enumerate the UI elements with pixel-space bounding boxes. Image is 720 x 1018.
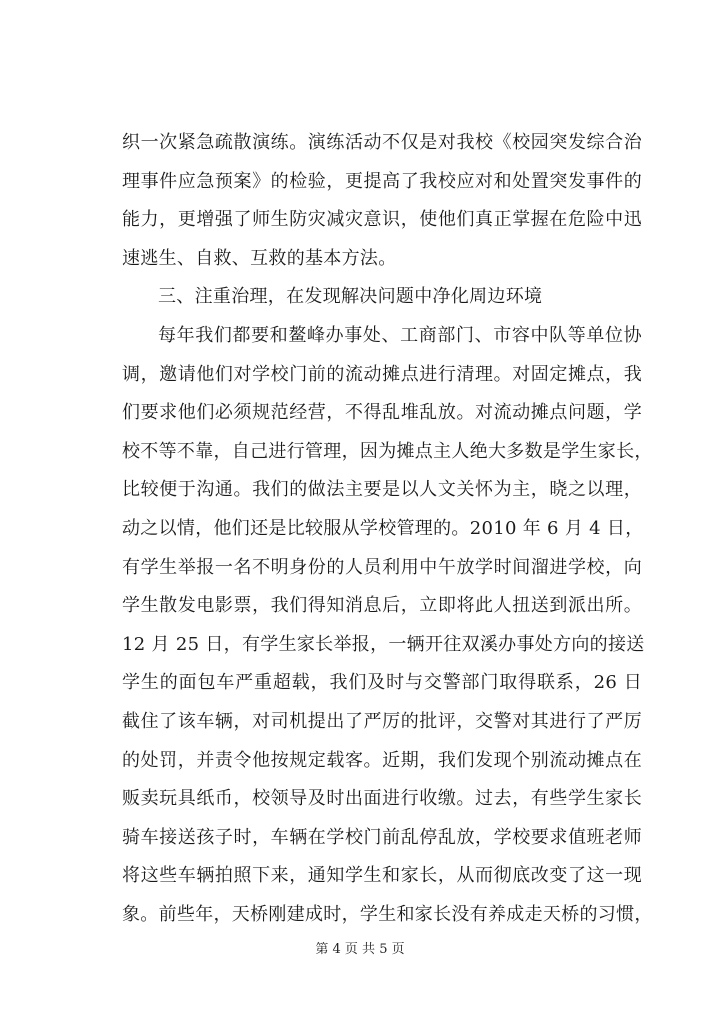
text-line: 有学生举报一名不明身份的人员利用中午放学时间溜进学校，向	[122, 556, 642, 578]
text-line: 截住了该车辆，对司机提出了严厉的批评，交警对其进行了严厉	[122, 710, 642, 732]
body-text	[122, 124, 653, 934]
text-line: 12 月 25 日，有学生家长举报，一辆开往双溪办事处方向的接送	[122, 633, 645, 655]
text-line: 贩卖玩具纸币，校领导及时出面进行收缴。过去，有些学生家长	[122, 788, 642, 810]
text-line: 能力，更增强了师生防灾减灾意识，使他们真正掌握在危险中迅	[122, 209, 642, 231]
text-line: 速逃生、自救、互救的基本方法。	[122, 247, 397, 269]
text-line: 将这些车辆拍照下来，通知学生和家长，从而彻底改变了这一现	[122, 865, 642, 887]
section-heading: 三、注重治理，在发现解决问题中净化周边环境	[158, 286, 543, 308]
text-line: 比较便于沟通。我们的做法主要是以人文关怀为主，晓之以理，	[122, 479, 642, 501]
text-line: 调，邀请他们对学校门前的流动摊点进行清理。对固定摊点，我	[122, 363, 642, 385]
text-line: 学生的面包车严重超载，我们及时与交警部门取得联系，26 日	[122, 672, 642, 694]
text-line: 织一次紧急疏散演练。演练活动不仅是对我校《校园突发综合治	[122, 132, 642, 153]
text-line: 动之以情，他们还是比较服从学校管理的。2010 年 6 月 4 日，	[122, 517, 644, 539]
text-line: 们要求他们必须规范经营，不得乱堆乱放。对流动摊点问题，学	[122, 402, 642, 424]
text-line: 每年我们都要和鳌峰办事处、工商部门、市容中队等单位协	[158, 324, 642, 346]
text-line: 理事件应急预案》的检验，更提高了我校应对和处置突发事件的	[122, 170, 642, 192]
page-footer: 第 4 页 共 5 页	[315, 942, 405, 957]
text-line: 校不等不靠，自己进行管理，因为摊点主人绝大多数是学生家长，	[122, 440, 653, 462]
text-line: 学生散发电影票，我们得知消息后，立即将此人扭送到派出所。	[122, 595, 642, 617]
text-line: 的处罚，并责令他按规定载客。近期，我们发现个别流动摊点在	[122, 749, 642, 771]
text-line: 象。前些年，天桥刚建成时，学生和家长没有养成走天桥的习惯，	[122, 903, 653, 925]
text-line: 骑车接送孩子时，车辆在学校门前乱停乱放，学校要求值班老师	[122, 826, 642, 848]
